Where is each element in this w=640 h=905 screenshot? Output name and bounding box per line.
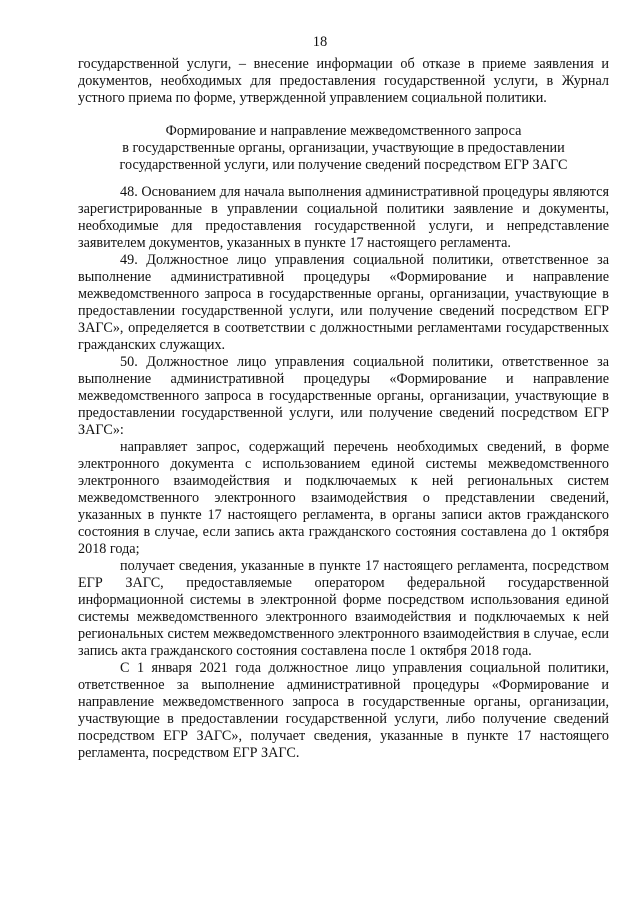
intro-block (78, 56, 609, 107)
heading-line: Формирование и направление межведомственного запроса (165, 123, 522, 139)
heading-line: в государственные органы, организации, участвующие в предоставлении (122, 140, 565, 156)
paragraph-50-request: направляет запрос, содержащий перечень необходимых сведений, в форме электронного документа с использованием единой системы межведомственного электронного взаимодействия и подключаемых к ней региональных систем межведомственного электронного взаимодействия о представлении сведений, указанных в пункте 17 настоящего регламента, в органы записи актов гражданского состояния в случае, если запись акта гражданского состояния составлена до 1 октября 2018 года; (78, 439, 609, 557)
paragraph-2021: С 1 января 2021 года должностное лицо управления социальной политики, ответственное за выполнение административной процедуры «Формирование и направление межведомственного запроса в государственные органы, организации, участвующие в предоставлении государственной услуги, либо получение сведений посредством ЕГР ЗАГС», получает сведения, указанные в пункте 17 настоящего регламента, посредством ЕГР ЗАГС. (78, 660, 609, 761)
paragraph-50-receive: получает сведения, указанные в пункте 17 настоящего регламента, посредством ЕГР ЗАГС, предоставляемые оператором федеральной государственной информационной системы в электронной форме посредством использования единой системы межведомственного электронного взаимодействия и подключаемых к ней региональных систем межведомственного электронного взаимодействия в случае, если запись акта гражданского состояния составлена после 1 октября 2018 года. (78, 558, 609, 659)
body-text (78, 184, 609, 762)
heading-line: государственной услуги, или получение сведений посредством ЕГР ЗАГС (119, 157, 568, 173)
paragraph-50: 50. Должностное лицо управления социальной политики, ответственное за выполнение административной процедуры «Формирование и направление межведомственного запроса в государственные органы, организации, участвующие в предоставлении государственной услуги, или получение сведений посредством ЕГР ЗАГС»: (78, 354, 609, 438)
page-number: 18 (312, 34, 328, 50)
paragraph-49: 49. Должностное лицо управления социальной политики, ответственное за выполнение административной процедуры «Формирование и направление межведомственного запроса в государственные органы, организации, участвующие в предоставлении государственной услуги, или получение сведений посредством ЕГР ЗАГС», определяется в соответствии с должностными регламентами государственных гражданских служащих. (78, 252, 609, 353)
intro-paragraph: государственной услуги, – внесение информации об отказе в приеме заявления и документов, необходимых для предоставления государственной услуги, в Журнал устного приема по форме, утвержденной управлением социальной политики. (78, 56, 609, 106)
paragraph-48: 48. Основанием для начала выполнения административной процедуры являются зарегистрированные в управлении социальной политики заявление и документы, необходимые для предоставления государственной услуги, и непредставление заявителем документов, указанных в пункте 17 настоящего регламента. (78, 184, 609, 251)
section-heading (78, 123, 609, 174)
